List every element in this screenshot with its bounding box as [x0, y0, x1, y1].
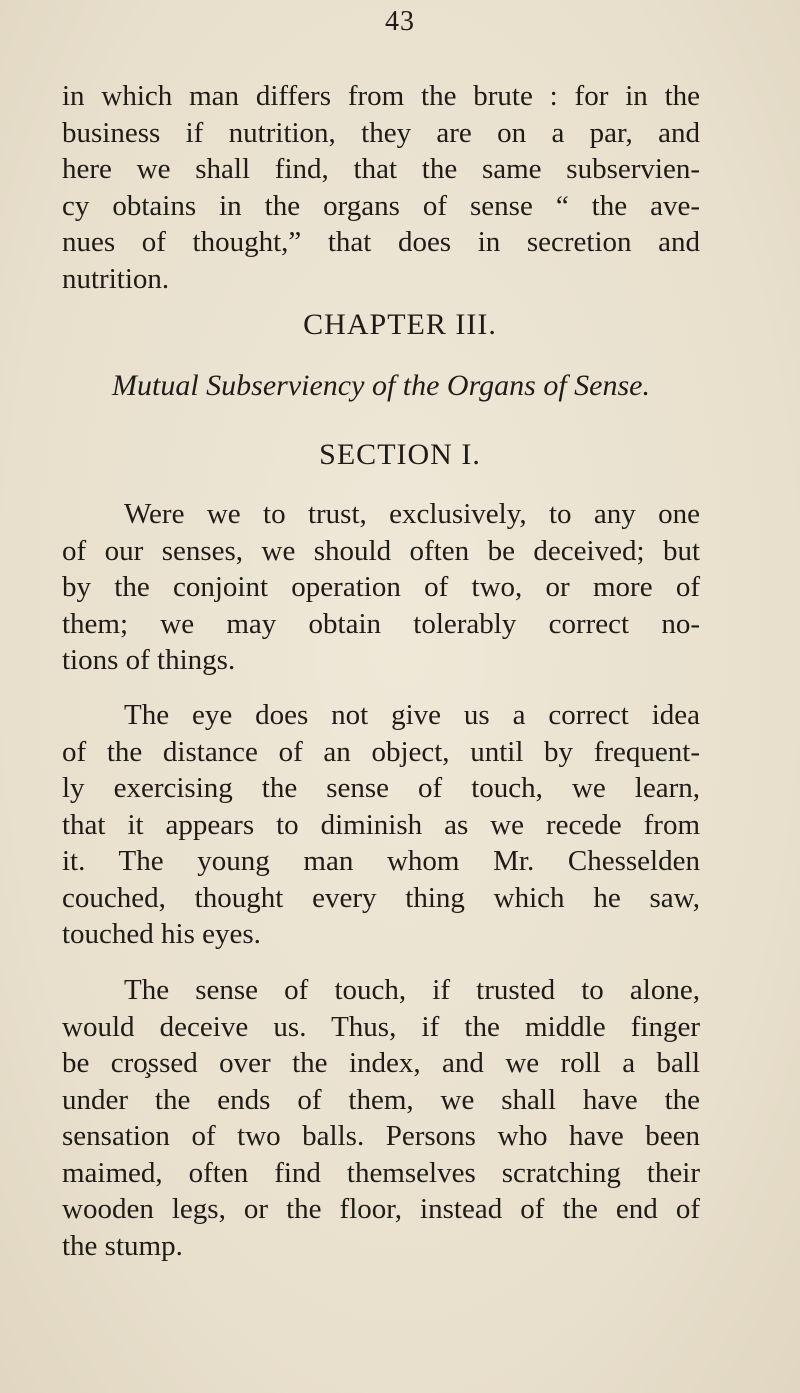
chapter-heading: CHAPTER III.: [303, 308, 497, 341]
text-line: nutrition.: [62, 262, 170, 295]
paragraph-2: [62, 697, 700, 953]
text-line: tions of things.: [62, 644, 236, 676]
text-line: that it appears to diminish as we recede from: [62, 808, 700, 841]
text-line: nues of thought,” that does in secretion and: [62, 226, 700, 258]
text-line: would deceive us. Thus, if the middle finger: [62, 1010, 700, 1043]
text-line: of the distance of an object, until by frequent-: [62, 735, 700, 768]
text-line: by the conjoint operation of two, or more of: [62, 571, 700, 603]
opening-paragraph: [62, 78, 700, 297]
text-line: ly exercising the sense of touch, we learn,: [62, 772, 700, 804]
page-number: 43: [385, 6, 415, 37]
text-line: in which man differs from the brute : for in the: [62, 80, 700, 112]
text-line: here we shall find, that the same subservien-: [62, 153, 700, 185]
text-line: the stump.: [62, 1229, 183, 1262]
paragraph-1: [62, 496, 700, 679]
text-line: The sense of touch, if trusted to alone,: [124, 974, 700, 1006]
text-line: Were we to trust, exclusively, to any one: [124, 498, 700, 530]
text-line: wooden legs, or the floor, instead of the end of: [62, 1193, 700, 1225]
chapter-title: Mutual Subserviency of the Organs of Sense.: [112, 369, 650, 402]
text-line: under the ends of them, we shall have the: [62, 1083, 700, 1116]
text-line: them; we may obtain tolerably correct no-: [62, 607, 700, 640]
section-heading: SECTION I.: [319, 438, 481, 471]
text-line: of our senses, we should often be deceived; but: [62, 534, 700, 567]
text-line: be cro̧ssed over the index, and we roll a ball: [62, 1047, 700, 1079]
text-line: business if nutrition, they are on a par, and: [62, 116, 700, 149]
text-line: maimed, often find themselves scratching their: [62, 1156, 700, 1189]
text-line: sensation of two balls. Persons who have been: [62, 1120, 700, 1152]
text-line: The eye does not give us a correct idea: [124, 699, 700, 731]
text-line: touched his eyes.: [62, 918, 261, 950]
text-line: it. The young man whom Mr. Chesselden: [62, 845, 700, 877]
paragraph-3: [62, 972, 700, 1264]
text-line: couched, thought every thing which he saw,: [62, 881, 700, 914]
text-line: cy obtains in the organs of sense “ the ave-: [62, 189, 700, 222]
